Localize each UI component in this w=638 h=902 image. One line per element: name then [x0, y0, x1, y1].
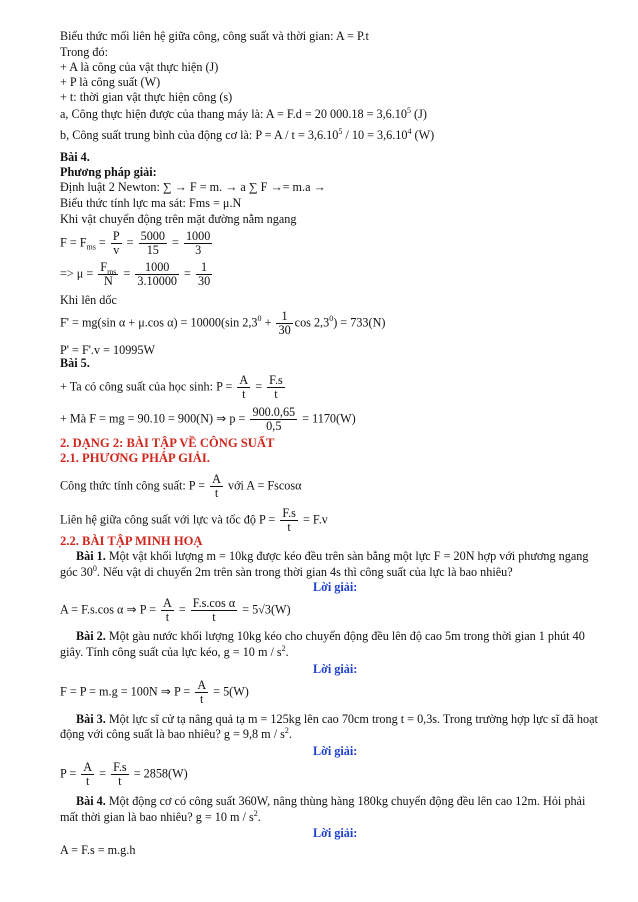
exercise-2-line: giây. Tính công suất của lực kéo, g = 10 m / $s^2$. — [60, 643, 289, 659]
formula-force-incline: F' = mg(sin α + μ.cos α) = 10000(sin $2,3^0$ + $\frac{1}{30}$ $\cos 2,3^0) = 733(N)$ — [60, 309, 386, 337]
exercise-1-line: góc $30^0$. Nếu vật di chuyển 2m trên sàn trong thời gian 4s thì công suất của lực là bao nhiêu? — [60, 563, 513, 579]
exercise-4-line: mất thời gian là bao nhiêu? g = 10 m / $s^2$. — [60, 808, 261, 824]
formula-exercise-1: A = F.s.cos α ⇒ P = $\frac{A}{t}$ = $\frac{\text{F.s.cos α}}{t}$ = 5√3(W) — [60, 596, 291, 624]
section-heading: 2.2. BÀI TẬP MINH HOẠ — [60, 534, 203, 548]
text-line: Khi vật chuyển động trên mặt đường nằm ngang — [60, 212, 297, 226]
exercise-3-line: động với công suất là bao nhiêu? g = 9,8 m / $s^2$. — [60, 725, 292, 741]
formula-power-definition: Công thức tính công suất: P = $\frac{A}{t}$ với A = Fscosα — [60, 472, 302, 500]
exercise-4-line: Bài 4. Một động cơ có công suất 360W, nâng thùng hàng 180kg chuyển động đều lên cao 12m. Hỏi phải — [76, 794, 586, 808]
section-heading: 2. DẠNG 2: BÀI TẬP VỀ CÔNG SUẤT — [60, 436, 275, 450]
solution-label: Lời giải: — [313, 662, 358, 676]
exercise-heading: Bài 5. — [60, 356, 90, 370]
solution-label: Lời giải: — [313, 826, 358, 840]
formula-exercise-4: A = F.s = m.g.h — [60, 843, 136, 857]
text-line: + P là công suất (W) — [60, 75, 161, 89]
text-line: + t: thời gian vật thực hiện công (s) — [60, 90, 233, 104]
exercise-2-line: Bài 2. Một gàu nước khối lượng 10kg kéo cho chuyển động đều lên độ cao 5m trong thời gian 1 phút 40 — [76, 629, 585, 643]
answer-b: b, Công suất trung bình của động cơ là: $P = A / t = 3,6.10^5 / 10 = 3,6.10^4$ (W) — [60, 126, 435, 142]
exercise-3-line: Bài 3. Một lực sĩ cử tạ nâng quả tạ m = 125kg lên cao 70cm trong t = 0,3s. Trong trường hợp lực sĩ đã hoạt — [76, 712, 598, 726]
text-line: Biểu thức mối liên hệ giữa công, công suất và thời gian: A = P.t — [60, 29, 369, 43]
formula-exercise-2: F = P = m.g = 100N ⇒ P = $\frac{A}{t}$ = 5(W) — [60, 678, 249, 706]
text-line: + A là công của vật thực hiện (J) — [60, 60, 219, 74]
formula-power-incline: P' = F'.v = 10995W — [60, 343, 155, 357]
formula-friction: $F = F_{ms}$ = $\frac{P}{v}$ = $\frac{5000}{15}$ = $\frac{1000}{3}$ — [60, 229, 211, 257]
formula-student-result: + Mà F = mg = 90.10 = 900(N) ⇒ p = $\frac{900.0,65}{0,5}$ = 1170(W) — [60, 405, 356, 433]
section-heading: 2.1. PHƯƠNG PHÁP GIẢI. — [60, 451, 210, 465]
formula-student-power: + Ta có công suất của học sinh: P = $\frac{A}{t}$ = $\frac{F.s}{t}$ — [60, 373, 283, 401]
solution-label: Lời giải: — [313, 580, 358, 594]
solution-label: Lời giải: — [313, 744, 358, 758]
exercise-1-line: Bài 1. Một vật khối lượng m = 10kg được kéo đều trên sàn bằng một lực F = 20N hợp với phương ngang — [76, 549, 589, 563]
answer-a: a, Công thực hiện được của thang máy là: A = F.d = 20 $000.18 = 3,6.10^5$ (J) — [60, 105, 427, 121]
formula-mu: => μ = $\frac{F_{ms}}{N}$ = $\frac{1000}{3.10000}$ = $\frac{1}{30}$ — [60, 260, 211, 288]
exercise-heading: Bài 4. — [60, 150, 90, 164]
method-heading: Phương pháp giải: — [60, 165, 157, 179]
formula-power-velocity: Liên hệ giữa công suất với lực và tốc độ P = $\frac{F.s}{t}$ = F.v — [60, 506, 328, 534]
text-line: Biểu thức tính lực ma sát: Fms = μ.N — [60, 196, 242, 210]
text-line: Khi lên dốc — [60, 293, 117, 307]
text-line: Định luật 2 Newton: ∑ → F = m. → a ∑ F →= m.a → — [60, 180, 326, 194]
formula-exercise-3: P = $\frac{A}{t}$ = $\frac{F.s}{t}$ = 2858(W) — [60, 760, 188, 788]
text-line: Trong đó: — [60, 45, 108, 59]
